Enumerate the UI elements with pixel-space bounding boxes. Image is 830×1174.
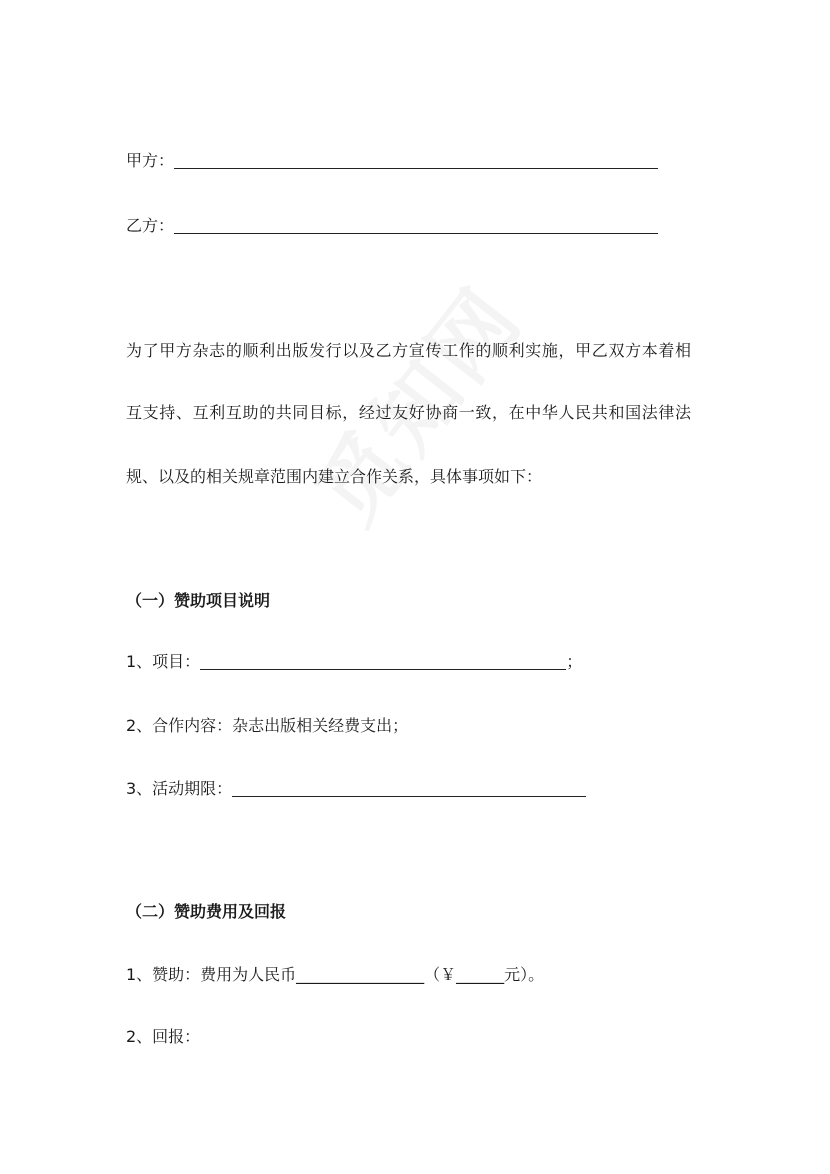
section2-heading: （二）赞助费用及回报 (126, 902, 287, 921)
project-blank-line (200, 653, 566, 670)
section1-item1-suffix: ； (566, 652, 583, 671)
section2-item2: 2、回报： (126, 1027, 201, 1046)
section2-item1: 1、赞助：费用为人民币________________（￥______元）。 (126, 965, 545, 984)
intro-line-1: 为了甲方杂志的顺利出版发行以及乙方宣传工作的顺利实施，甲乙双方本着相 (126, 341, 691, 360)
section1-item2: 2、合作内容：杂志出版相关经费支出； (126, 716, 409, 735)
party-a-label: 甲方： (126, 151, 175, 170)
party-a-blank-line (174, 152, 658, 169)
party-b-blank-line (174, 217, 658, 234)
intro-line-3: 规、以及的相关规章范围内建立合作关系，具体事项如下： (126, 467, 543, 486)
party-b-row (126, 215, 658, 237)
section1-item1-label: 1、项目： (126, 652, 201, 671)
section1-item1-row (126, 651, 582, 673)
party-a-row (126, 150, 658, 172)
period-blank-line (232, 780, 586, 797)
intro-line-2: 互支持、互利互助的共同目标，经过友好协商一致，在中华人民共和国法律法 (126, 403, 691, 422)
section1-heading: （一）赞助项目说明 (126, 591, 271, 610)
section1-item3-row (126, 778, 586, 800)
section1-item3-label: 3、活动期限： (126, 779, 233, 798)
party-b-label: 乙方： (126, 216, 175, 235)
